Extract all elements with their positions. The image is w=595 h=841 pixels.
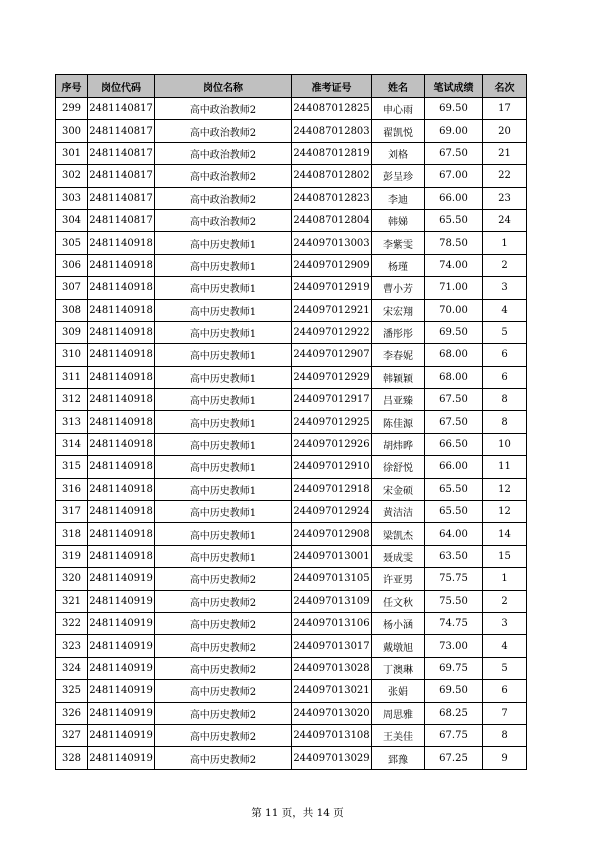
cell-position-code: 2481140919 [88, 612, 155, 634]
cell-index: 310 [56, 344, 88, 366]
table-row [56, 433, 527, 455]
table-row [56, 142, 527, 164]
cell-index: 314 [56, 433, 88, 455]
cell-position-name: 高中历史教师2 [155, 680, 292, 702]
table-row [56, 254, 527, 276]
cell-position-name: 高中政治教师2 [155, 209, 292, 231]
table-row [56, 724, 527, 746]
cell-position-code: 2481140918 [88, 389, 155, 411]
cell-written-score: 69.50 [425, 680, 483, 702]
cell-written-score: 67.50 [425, 389, 483, 411]
table-row [56, 612, 527, 634]
cell-position-name: 高中历史教师2 [155, 612, 292, 634]
cell-written-score: 70.00 [425, 299, 483, 321]
cell-exam-number: 244087012819 [292, 142, 372, 164]
cell-position-name: 高中历史教师1 [155, 411, 292, 433]
cell-name: 李春妮 [372, 344, 425, 366]
cell-index: 316 [56, 478, 88, 500]
cell-exam-number: 244087012803 [292, 120, 372, 142]
cell-position-name: 高中政治教师2 [155, 98, 292, 120]
cell-rank: 2 [483, 254, 527, 276]
cell-position-name: 高中历史教师2 [155, 724, 292, 746]
cell-exam-number: 244087012823 [292, 187, 372, 209]
cell-name: 王美佳 [372, 724, 425, 746]
cell-position-code: 2481140919 [88, 657, 155, 679]
table-row [56, 523, 527, 545]
cell-exam-number: 244097012919 [292, 277, 372, 299]
table-row [56, 635, 527, 657]
cell-index: 304 [56, 209, 88, 231]
table-row [56, 411, 527, 433]
cell-exam-number: 244097013021 [292, 680, 372, 702]
header-cell-index: 序号 [56, 75, 88, 98]
cell-exam-number: 244097012917 [292, 389, 372, 411]
cell-written-score: 74.00 [425, 254, 483, 276]
cell-exam-number: 244087012825 [292, 98, 372, 120]
cell-position-code: 2481140817 [88, 142, 155, 164]
cell-index: 308 [56, 299, 88, 321]
header-cell-position-name: 岗位名称 [155, 75, 292, 98]
cell-rank: 5 [483, 321, 527, 343]
cell-exam-number: 244097012907 [292, 344, 372, 366]
cell-position-code: 2481140919 [88, 747, 155, 769]
cell-exam-number: 244097013017 [292, 635, 372, 657]
cell-position-code: 2481140918 [88, 433, 155, 455]
table-row [56, 702, 527, 724]
table-body [56, 98, 527, 770]
cell-name: 许亚男 [372, 568, 425, 590]
cell-name: 陈佳源 [372, 411, 425, 433]
table-row [56, 165, 527, 187]
cell-rank: 8 [483, 389, 527, 411]
cell-name: 丁澳琳 [372, 657, 425, 679]
cell-position-name: 高中历史教师1 [155, 277, 292, 299]
cell-name: 黄洁洁 [372, 501, 425, 523]
cell-position-name: 高中历史教师2 [155, 635, 292, 657]
cell-rank: 5 [483, 657, 527, 679]
cell-rank: 1 [483, 568, 527, 590]
cell-position-name: 高中政治教师2 [155, 142, 292, 164]
cell-exam-number: 244097013106 [292, 612, 372, 634]
cell-position-code: 2481140918 [88, 344, 155, 366]
cell-position-code: 2481140919 [88, 680, 155, 702]
cell-index: 319 [56, 545, 88, 567]
cell-position-code: 2481140817 [88, 165, 155, 187]
cell-exam-number: 244097013105 [292, 568, 372, 590]
cell-index: 312 [56, 389, 88, 411]
cell-name: 宋金硕 [372, 478, 425, 500]
cell-position-code: 2481140919 [88, 568, 155, 590]
cell-index: 320 [56, 568, 88, 590]
table-row [56, 321, 527, 343]
cell-index: 322 [56, 612, 88, 634]
cell-written-score: 71.00 [425, 277, 483, 299]
cell-position-code: 2481140919 [88, 590, 155, 612]
table-header-row [56, 75, 527, 98]
cell-exam-number: 244097012921 [292, 299, 372, 321]
cell-index: 325 [56, 680, 88, 702]
cell-written-score: 73.00 [425, 635, 483, 657]
cell-index: 309 [56, 321, 88, 343]
cell-written-score: 69.75 [425, 657, 483, 679]
cell-position-code: 2481140919 [88, 702, 155, 724]
cell-index: 311 [56, 366, 88, 388]
cell-position-name: 高中政治教师2 [155, 165, 292, 187]
cell-position-name: 高中历史教师1 [155, 344, 292, 366]
cell-name: 刘格 [372, 142, 425, 164]
cell-name: 戴墩旭 [372, 635, 425, 657]
cell-rank: 12 [483, 501, 527, 523]
cell-rank: 21 [483, 142, 527, 164]
cell-exam-number: 244097012929 [292, 366, 372, 388]
cell-exam-number: 244097012909 [292, 254, 372, 276]
cell-position-code: 2481140918 [88, 232, 155, 254]
table-row [56, 209, 527, 231]
cell-position-code: 2481140919 [88, 724, 155, 746]
cell-name: 聂成雯 [372, 545, 425, 567]
cell-rank: 6 [483, 344, 527, 366]
cell-exam-number: 244097013001 [292, 545, 372, 567]
cell-index: 327 [56, 724, 88, 746]
cell-written-score: 68.00 [425, 366, 483, 388]
cell-index: 302 [56, 165, 88, 187]
cell-position-code: 2481140918 [88, 523, 155, 545]
cell-written-score: 67.25 [425, 747, 483, 769]
cell-rank: 24 [483, 209, 527, 231]
cell-position-name: 高中历史教师1 [155, 321, 292, 343]
cell-position-code: 2481140817 [88, 98, 155, 120]
cell-name: 梁凯杰 [372, 523, 425, 545]
table-row [56, 590, 527, 612]
cell-name: 宋宏翔 [372, 299, 425, 321]
table-row [56, 187, 527, 209]
cell-position-name: 高中历史教师2 [155, 747, 292, 769]
cell-index: 318 [56, 523, 88, 545]
cell-position-name: 高中历史教师2 [155, 657, 292, 679]
cell-index: 300 [56, 120, 88, 142]
cell-written-score: 69.50 [425, 321, 483, 343]
cell-position-code: 2481140918 [88, 366, 155, 388]
cell-rank: 1 [483, 232, 527, 254]
cell-written-score: 67.50 [425, 142, 483, 164]
cell-exam-number: 244087012804 [292, 209, 372, 231]
cell-position-code: 2481140817 [88, 187, 155, 209]
cell-name: 郅豫 [372, 747, 425, 769]
cell-written-score: 63.50 [425, 545, 483, 567]
cell-rank: 17 [483, 98, 527, 120]
cell-position-code: 2481140918 [88, 501, 155, 523]
cell-name: 任文秋 [372, 590, 425, 612]
cell-name: 翟凯悦 [372, 120, 425, 142]
table-row [56, 747, 527, 769]
score-table-container [55, 74, 526, 770]
cell-position-code: 2481140817 [88, 120, 155, 142]
cell-rank: 8 [483, 724, 527, 746]
cell-written-score: 66.50 [425, 433, 483, 455]
cell-position-name: 高中历史教师1 [155, 366, 292, 388]
cell-exam-number: 244097013028 [292, 657, 372, 679]
header-cell-rank: 名次 [483, 75, 527, 98]
cell-position-name: 高中政治教师2 [155, 120, 292, 142]
cell-position-name: 高中历史教师1 [155, 456, 292, 478]
cell-position-name: 高中历史教师1 [155, 501, 292, 523]
table-row [56, 657, 527, 679]
cell-name: 吕亚臻 [372, 389, 425, 411]
cell-position-code: 2481140918 [88, 254, 155, 276]
cell-index: 307 [56, 277, 88, 299]
cell-index: 324 [56, 657, 88, 679]
cell-written-score: 65.50 [425, 478, 483, 500]
cell-position-code: 2481140918 [88, 277, 155, 299]
cell-index: 299 [56, 98, 88, 120]
header-cell-name: 姓名 [372, 75, 425, 98]
cell-position-name: 高中历史教师2 [155, 702, 292, 724]
table-row [56, 680, 527, 702]
header-cell-exam-number: 准考证号 [292, 75, 372, 98]
table-row [56, 545, 527, 567]
cell-written-score: 78.50 [425, 232, 483, 254]
cell-written-score: 74.75 [425, 612, 483, 634]
table-row [56, 501, 527, 523]
cell-rank: 3 [483, 612, 527, 634]
cell-name: 徐舒悦 [372, 456, 425, 478]
cell-written-score: 64.00 [425, 523, 483, 545]
cell-written-score: 75.50 [425, 590, 483, 612]
cell-name: 杨小涵 [372, 612, 425, 634]
cell-rank: 22 [483, 165, 527, 187]
cell-rank: 9 [483, 747, 527, 769]
cell-written-score: 69.50 [425, 98, 483, 120]
cell-written-score: 67.75 [425, 724, 483, 746]
cell-exam-number: 244097013020 [292, 702, 372, 724]
cell-position-name: 高中历史教师1 [155, 254, 292, 276]
cell-index: 326 [56, 702, 88, 724]
page-footer: 第 11 页，共 14 页 [251, 807, 344, 819]
score-table [55, 74, 527, 770]
cell-position-name: 高中历史教师1 [155, 389, 292, 411]
cell-exam-number: 244097012925 [292, 411, 372, 433]
cell-index: 323 [56, 635, 88, 657]
table-row [56, 344, 527, 366]
cell-name: 李迪 [372, 187, 425, 209]
cell-index: 303 [56, 187, 88, 209]
cell-written-score: 66.00 [425, 456, 483, 478]
cell-rank: 11 [483, 456, 527, 478]
table-row [56, 389, 527, 411]
cell-rank: 4 [483, 635, 527, 657]
cell-name: 李紫雯 [372, 232, 425, 254]
cell-rank: 2 [483, 590, 527, 612]
cell-exam-number: 244097012926 [292, 433, 372, 455]
cell-index: 328 [56, 747, 88, 769]
table-row [56, 456, 527, 478]
cell-position-code: 2481140817 [88, 209, 155, 231]
cell-position-code: 2481140918 [88, 478, 155, 500]
cell-index: 301 [56, 142, 88, 164]
cell-name: 杨瑾 [372, 254, 425, 276]
table-row [56, 366, 527, 388]
cell-written-score: 75.75 [425, 568, 483, 590]
cell-written-score: 65.50 [425, 209, 483, 231]
cell-rank: 20 [483, 120, 527, 142]
cell-exam-number: 244097013109 [292, 590, 372, 612]
cell-position-code: 2481140918 [88, 456, 155, 478]
cell-exam-number: 244097012922 [292, 321, 372, 343]
cell-rank: 10 [483, 433, 527, 455]
cell-written-score: 67.50 [425, 411, 483, 433]
table-row [56, 232, 527, 254]
cell-index: 306 [56, 254, 88, 276]
cell-position-code: 2481140919 [88, 635, 155, 657]
cell-position-code: 2481140918 [88, 545, 155, 567]
cell-position-name: 高中历史教师2 [155, 590, 292, 612]
cell-position-name: 高中政治教师2 [155, 187, 292, 209]
cell-exam-number: 244097013029 [292, 747, 372, 769]
cell-name: 韩娣 [372, 209, 425, 231]
cell-rank: 6 [483, 366, 527, 388]
table-row [56, 478, 527, 500]
cell-index: 321 [56, 590, 88, 612]
cell-name: 胡炜晔 [372, 433, 425, 455]
cell-position-name: 高中历史教师2 [155, 568, 292, 590]
cell-exam-number: 244097012918 [292, 478, 372, 500]
cell-rank: 6 [483, 680, 527, 702]
cell-exam-number: 244097013108 [292, 724, 372, 746]
cell-name: 曹小芳 [372, 277, 425, 299]
cell-name: 彭呈珍 [372, 165, 425, 187]
cell-rank: 14 [483, 523, 527, 545]
cell-rank: 23 [483, 187, 527, 209]
cell-exam-number: 244087012802 [292, 165, 372, 187]
cell-exam-number: 244097012908 [292, 523, 372, 545]
cell-rank: 15 [483, 545, 527, 567]
cell-rank: 3 [483, 277, 527, 299]
cell-index: 317 [56, 501, 88, 523]
table-row [56, 120, 527, 142]
header-cell-written-score: 笔试成绩 [425, 75, 483, 98]
cell-position-name: 高中历史教师1 [155, 299, 292, 321]
cell-position-name: 高中历史教师1 [155, 478, 292, 500]
cell-position-code: 2481140918 [88, 411, 155, 433]
cell-name: 周思雅 [372, 702, 425, 724]
cell-written-score: 65.50 [425, 501, 483, 523]
cell-position-name: 高中历史教师1 [155, 433, 292, 455]
cell-written-score: 69.00 [425, 120, 483, 142]
cell-exam-number: 244097012910 [292, 456, 372, 478]
cell-rank: 7 [483, 702, 527, 724]
cell-position-code: 2481140918 [88, 299, 155, 321]
cell-position-code: 2481140918 [88, 321, 155, 343]
cell-written-score: 68.25 [425, 702, 483, 724]
cell-position-name: 高中历史教师1 [155, 545, 292, 567]
cell-rank: 8 [483, 411, 527, 433]
cell-name: 张娟 [372, 680, 425, 702]
table-row [56, 568, 527, 590]
header-cell-position-code: 岗位代码 [88, 75, 155, 98]
cell-index: 305 [56, 232, 88, 254]
cell-name: 申心雨 [372, 98, 425, 120]
cell-name: 韩颖颖 [372, 366, 425, 388]
cell-rank: 12 [483, 478, 527, 500]
cell-position-name: 高中历史教师1 [155, 232, 292, 254]
cell-position-name: 高中历史教师1 [155, 523, 292, 545]
cell-index: 315 [56, 456, 88, 478]
cell-exam-number: 244097012924 [292, 501, 372, 523]
table-row [56, 277, 527, 299]
cell-written-score: 66.00 [425, 187, 483, 209]
table-row [56, 299, 527, 321]
cell-exam-number: 244097013003 [292, 232, 372, 254]
cell-index: 313 [56, 411, 88, 433]
cell-name: 潘彤彤 [372, 321, 425, 343]
cell-written-score: 68.00 [425, 344, 483, 366]
cell-rank: 4 [483, 299, 527, 321]
table-row [56, 98, 527, 120]
cell-written-score: 67.00 [425, 165, 483, 187]
